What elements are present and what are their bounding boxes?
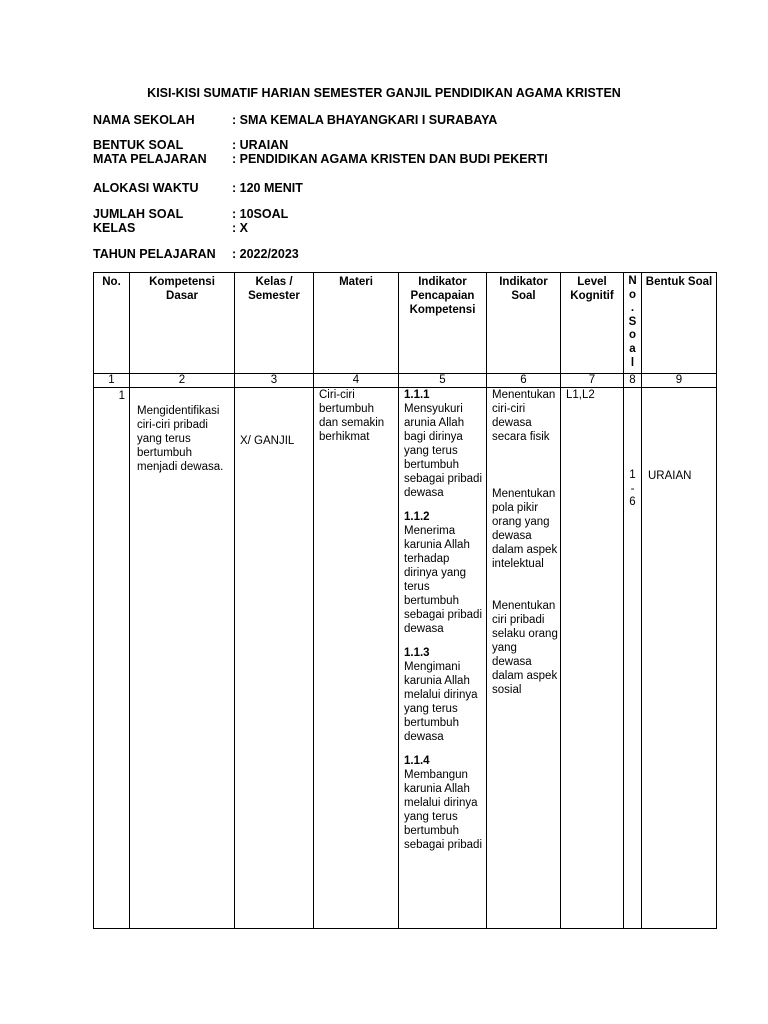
header-indikator-soal: Indikator Soal [487,273,561,374]
meta-label: JUMLAH SOAL [93,207,184,221]
meta-value: : URAIAN [232,138,289,152]
meta-nama-sekolah [93,113,497,128]
indikator-text: Mensyukuri arunia Allah bagi dirinya yang terus bertumbuh sebagai pribadi dewasa [404,403,483,499]
header-level-kognitif: Level Kognitif [561,273,624,374]
header-materi: Materi [314,273,399,374]
header-kelas-semester: Kelas / Semester [235,273,314,374]
stacked-char: S [628,315,637,328]
cell-indikator-soal [487,388,561,929]
header-no: No. [94,273,130,374]
column-number: 4 [314,374,399,388]
header-no-soal [624,273,642,374]
meta-value: : PENDIDIKAN AGAMA KRISTEN DAN BUDI PEKERTI [232,152,548,166]
meta-mata-pelajaran [93,152,548,167]
indikator-code: 1.1.1 [404,389,430,401]
indikator-item [404,510,484,636]
indikator-item [404,754,484,852]
stacked-char: 6 [629,496,636,509]
column-number: 2 [130,374,235,388]
cell-kompetensi-dasar: Mengidentifikasi ciri-ciri pribadi yang terus bertumbuh menjadi dewasa. [130,388,235,929]
stacked-char: 1 [629,469,636,481]
meta-label: MATA PELAJARAN [93,152,207,166]
meta-value: : 2022/2023 [232,247,299,261]
column-number: 9 [642,374,717,388]
indikator-item [404,388,484,500]
stacked-char: o [628,288,637,301]
header-indikator-kompetensi: Indikator Pencapaian Kompetensi [399,273,487,374]
meta-label: KELAS [93,221,136,235]
indikator-code: 1.1.2 [404,511,430,523]
stacked-char: l [630,356,635,369]
meta-bentuk-soal [93,138,288,153]
column-number: 6 [487,374,561,388]
stacked-char: a [629,342,636,355]
table-row [94,388,717,929]
meta-label: BENTUK SOAL [93,138,184,152]
column-number: 1 [94,374,130,388]
column-number: 8 [624,374,642,388]
cell-no: 1 [94,388,130,929]
cell-kelas-semester: X/ GANJIL [235,388,314,929]
stacked-char: o [628,329,637,342]
stacked-char: . [630,302,635,315]
indikator-soal-item: Menentukan ciri-ciri dewasa secara fisik [492,389,556,443]
indikator-item [404,646,484,744]
meta-alokasi-waktu [93,181,303,196]
meta-kelas [93,221,248,236]
header-bentuk-soal: Bentuk Soal [642,273,717,374]
no-soal-value [624,469,641,510]
indikator-soal-item: Menentukan pola pikir orang yang dewasa dalam aspek intelektual [492,488,558,570]
meta-value: : 120 MENIT [232,181,303,195]
column-number: 5 [399,374,487,388]
meta-value: : SMA KEMALA BHAYANGKARI I SURABAYA [232,113,498,127]
indikator-soal-item: Menentukan ciri pribadi selaku orang yang dewasa dalam aspek sosial [492,600,558,696]
indikator-text: Mengimani karunia Allah melalui dirinya yang terus bertumbuh dewasa [404,661,478,743]
document-title: KISI-KISI SUMATIF HARIAN SEMESTER GANJIL PENDIDIKAN AGAMA KRISTEN [147,86,621,100]
cell-materi: Ciri-ciri bertumbuh dan semakin berhikmat [314,388,399,929]
cell-no-soal [624,388,642,929]
header-kompetensi-dasar: Kompetensi Dasar [130,273,235,374]
stacked-char: N [628,275,637,287]
indikator-text: Membangun karunia Allah melalui dirinya yang terus bertumbuh sebagai pribadi [404,769,483,851]
indikator-text: Menerima karunia Allah terhadap dirinya yang terus bertumbuh sebagai pribadi dewasa [404,525,483,635]
cell-level-kognitif: L1,L2 [561,388,624,929]
meta-label: NAMA SEKOLAH [93,113,195,127]
cell-bentuk-soal: URAIAN [642,388,717,929]
header-no-soal-letters [624,275,641,370]
kisi-kisi-table [93,272,717,929]
column-number: 3 [235,374,314,388]
meta-jumlah-soal [93,207,288,222]
indikator-code: 1.1.4 [404,755,430,767]
meta-tahun-pelajaran [93,247,299,262]
meta-value: : X [232,221,248,235]
meta-value: : 10SOAL [232,207,289,221]
meta-label: TAHUN PELAJARAN [93,247,216,261]
meta-label: ALOKASI WAKTU [93,181,199,195]
column-number: 7 [561,374,624,388]
indikator-code: 1.1.3 [404,647,430,659]
stacked-char: - [630,482,635,495]
cell-indikator-kompetensi [399,388,487,929]
column-number-row [94,374,717,388]
table-header-row [94,273,717,374]
